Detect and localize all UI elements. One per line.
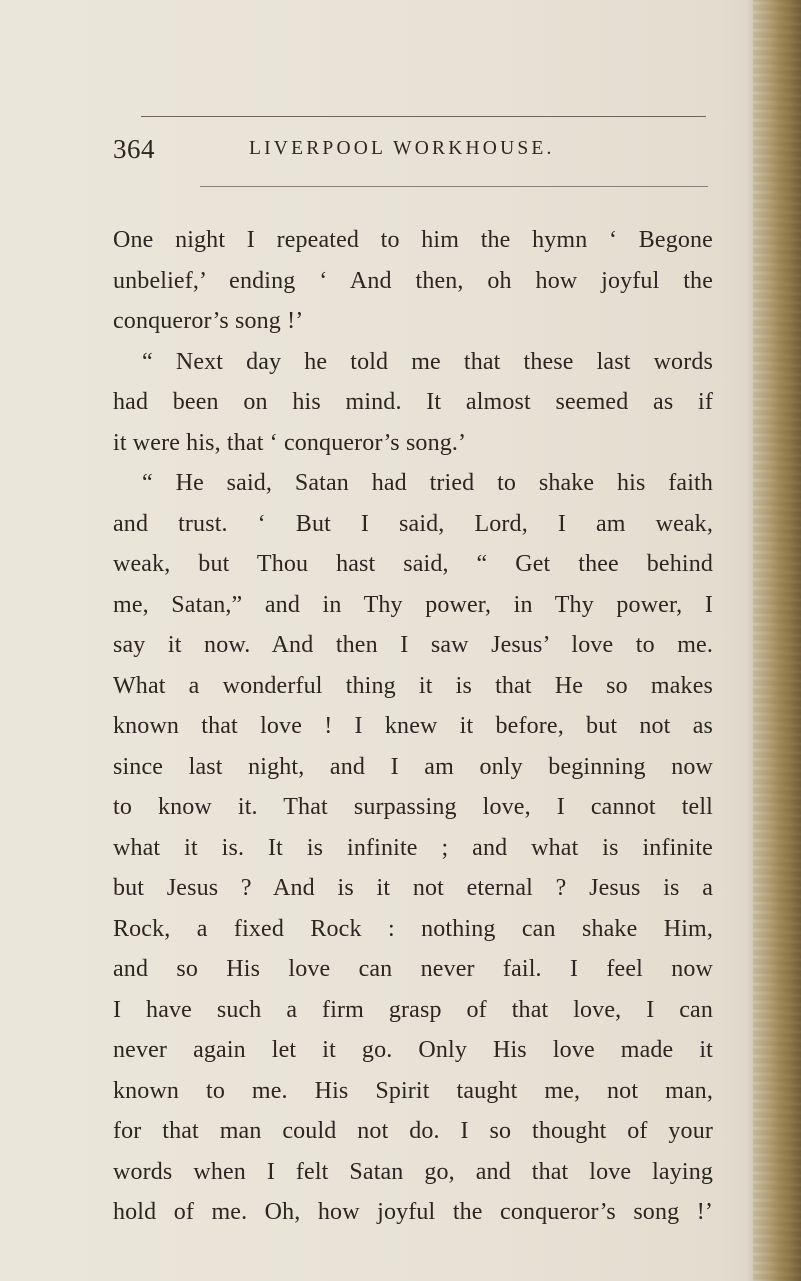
text-line: unbelief,’ ending ‘ And then, oh how joyful the (113, 267, 713, 294)
text-line: “ Next day he told me that these last words (142, 348, 713, 375)
text-line: conqueror’s song !’ (113, 308, 304, 334)
text-line: Rock, a fixed Rock : nothing can shake Him, (113, 915, 713, 942)
text-line: since last night, and I am only beginning now (113, 753, 713, 780)
page-number: 364 (113, 134, 155, 164)
text-line: for that man could not do. I so thought of your (113, 1118, 713, 1144)
text-line: and trust. ‘ But I said, Lord, I am weak, (113, 510, 713, 537)
text-line: never again let it go. Only His love made it (113, 1037, 713, 1063)
text-line: say it now. And then I saw Jesus’ love to me. (113, 632, 713, 658)
text-line: it were his, that ‘ conqueror’s song.’ (113, 429, 467, 456)
text-line: but Jesus ? And is it not eternal ? Jesus is a (113, 875, 713, 901)
text-line: known that love ! I knew it before, but not as (113, 713, 713, 739)
text-line: and so His love can never fail. I feel now (113, 956, 713, 982)
header-rule-top (141, 116, 706, 117)
book-page-edge (753, 0, 801, 1281)
text-line: to know it. That surpassing love, I cannot tell (113, 794, 713, 820)
text-line: known to me. His Spirit taught me, not man, (113, 1077, 713, 1104)
text-line: weak, but Thou hast said, “ Get thee behind (113, 551, 713, 577)
header-rule-bottom (200, 186, 708, 187)
text-line: hold of me. Oh, how joyful the conqueror’s song !’ (113, 1199, 713, 1225)
text-line: “ He said, Satan had tried to shake his faith (142, 470, 713, 496)
text-line: me, Satan,” and in Thy power, in Thy power, I (113, 591, 713, 618)
text-line: what it is. It is infinite ; and what is infinite (113, 834, 713, 861)
text-line: words when I felt Satan go, and that love laying (113, 1158, 713, 1185)
body-text (113, 220, 713, 1233)
text-line: What a wonderful thing it is that He so makes (113, 672, 713, 699)
text-line: had been on his mind. It almost seemed as if (113, 389, 713, 415)
running-head: LIVERPOOL WORKHOUSE. (249, 138, 555, 159)
text-line: I have such a firm grasp of that love, I can (113, 996, 713, 1023)
text-line: One night I repeated to him the hymn ‘ Begone (113, 227, 713, 253)
page-header (113, 131, 713, 167)
